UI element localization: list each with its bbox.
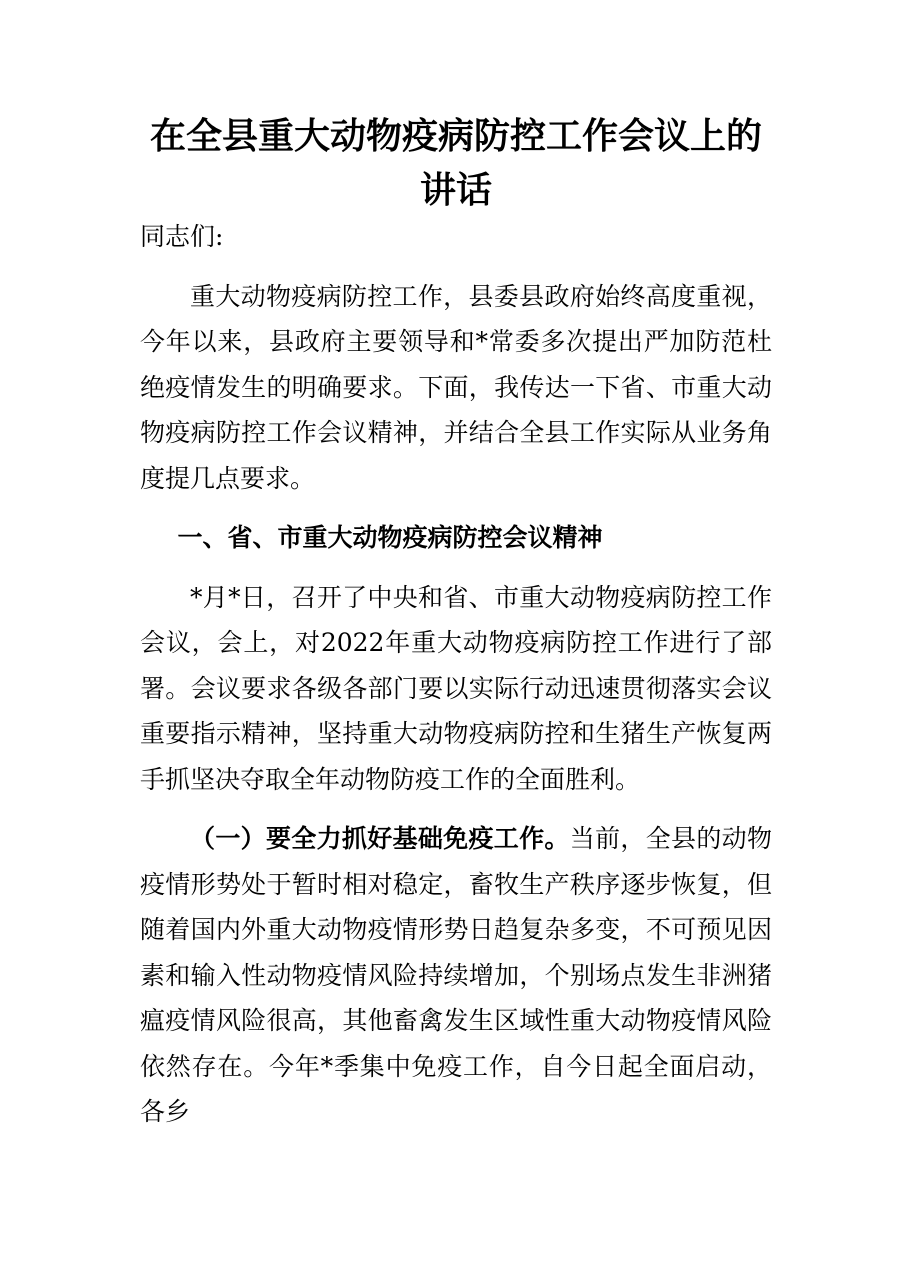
subsection-1-paragraph [140,816,772,1135]
section-1-paragraph: *月*日，召开了中央和省、市重大动物疫病防控工作会议，会上，对2022年重大动物疫病防控工作进行了部署。会议要求各级各部门要以实际行动迅速贯彻落实会议重要指示精神，坚持重大动物疫病防控和生猪生产恢复两手抓坚决夺取全年动物防疫工作的全面胜利。 [140,582,772,794]
document-title: 在全县重大动物疫病防控工作会议上的讲话 [149,116,762,211]
subsection-1-lead: （一）要全力抓好基础免疫工作。 [190,824,570,853]
salutation: 同志们: [140,222,224,251]
section-heading-1: 一、省、市重大动物疫病防控会议精神 [177,523,603,552]
document-body [140,214,772,1149]
intro-paragraph: 重大动物疫病防控工作，县委县政府始终高度重视，今年以来，县政府主要领导和*常委多次提出严加防范杜绝疫情发生的明确要求。下面，我传达一下省、市重大动物疫病防控工作会议精神，并结合全县工作实际从业务角度提几点要求。 [140,281,772,493]
subsection-1-text: 当前，全县的动物疫情形势处于暂时相对稳定，畜牧生产秩序逐步恢复，但随着国内外重大动物疫情形势日趋复杂多变，不可预见因素和输入性动物疫情风险持续增加，个别场点发生非洲猪瘟疫情风险很高，其他畜禽发生区域性重大动物疫情风险依然存在。今年*季集中免疫工作，自今日起全面启动，各乡 [140,824,772,1126]
